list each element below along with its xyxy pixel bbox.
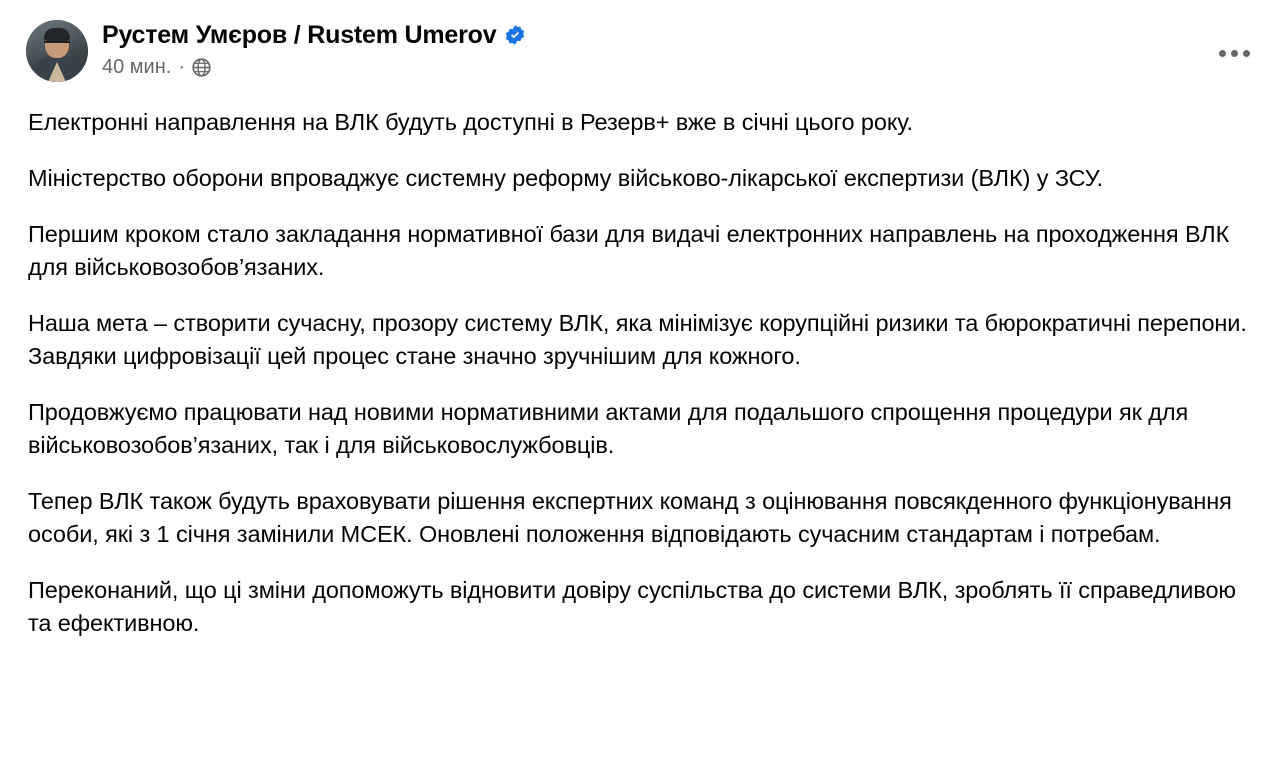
author-name[interactable]: Рустем Умєров / Rustem Umerov bbox=[102, 21, 497, 49]
more-options-dot bbox=[1231, 50, 1238, 57]
more-options-dot bbox=[1219, 50, 1226, 57]
more-options-button[interactable] bbox=[1212, 38, 1256, 68]
meta-separator: · bbox=[178, 56, 185, 78]
post-body bbox=[26, 96, 1254, 640]
post-paragraph: Першим кроком стало закладання нормативної бази для видачі електронних направлень на проходження ВЛК для військовозобов’язаних. bbox=[28, 221, 1230, 280]
post-paragraph: Тепер ВЛК також будуть враховувати рішення експертних команд з оцінювання повсякденного функціонування особи, які з 1 січня замінили МСЕК. Оновлені положення відповідають сучасним стандартам і потребам. bbox=[28, 488, 1232, 547]
post-header-text bbox=[102, 18, 526, 79]
verified-badge-icon bbox=[504, 24, 526, 46]
post-header bbox=[26, 18, 1254, 96]
post-paragraph: Електронні направлення на ВЛК будуть доступні в Резерв+ вже в січні цього року. bbox=[28, 109, 913, 135]
author-row bbox=[102, 20, 526, 50]
avatar-glasses bbox=[44, 41, 70, 50]
globe-icon[interactable] bbox=[192, 58, 211, 77]
post-paragraph: Переконаний, що ці зміни допоможуть відновити довіру суспільства до системи ВЛК, зроблять її справедливою та ефективною. bbox=[28, 577, 1236, 636]
post-paragraph: Продовжуємо працювати над новими нормативними актами для подальшого спрощення процедури як для військовозобов’язаних, так і для військовослужбовців. bbox=[28, 399, 1189, 458]
post-paragraph: Наша мета – створити сучасну, прозору систему ВЛК, яка мінімізує корупційні ризики та бюрократичні перепони. Завдяки цифровізації цей процес стане значно зручнішим для кожного. bbox=[28, 310, 1247, 369]
post-paragraph: Міністерство оборони впроваджує системну реформу військово-лікарської експертизи (ВЛК) у ЗСУ. bbox=[28, 165, 1103, 191]
avatar-hair bbox=[44, 28, 70, 41]
more-options-dot bbox=[1243, 50, 1250, 57]
post-meta bbox=[102, 55, 526, 79]
post-timestamp[interactable]: 40 мин. bbox=[102, 56, 172, 78]
avatar[interactable] bbox=[26, 20, 88, 82]
